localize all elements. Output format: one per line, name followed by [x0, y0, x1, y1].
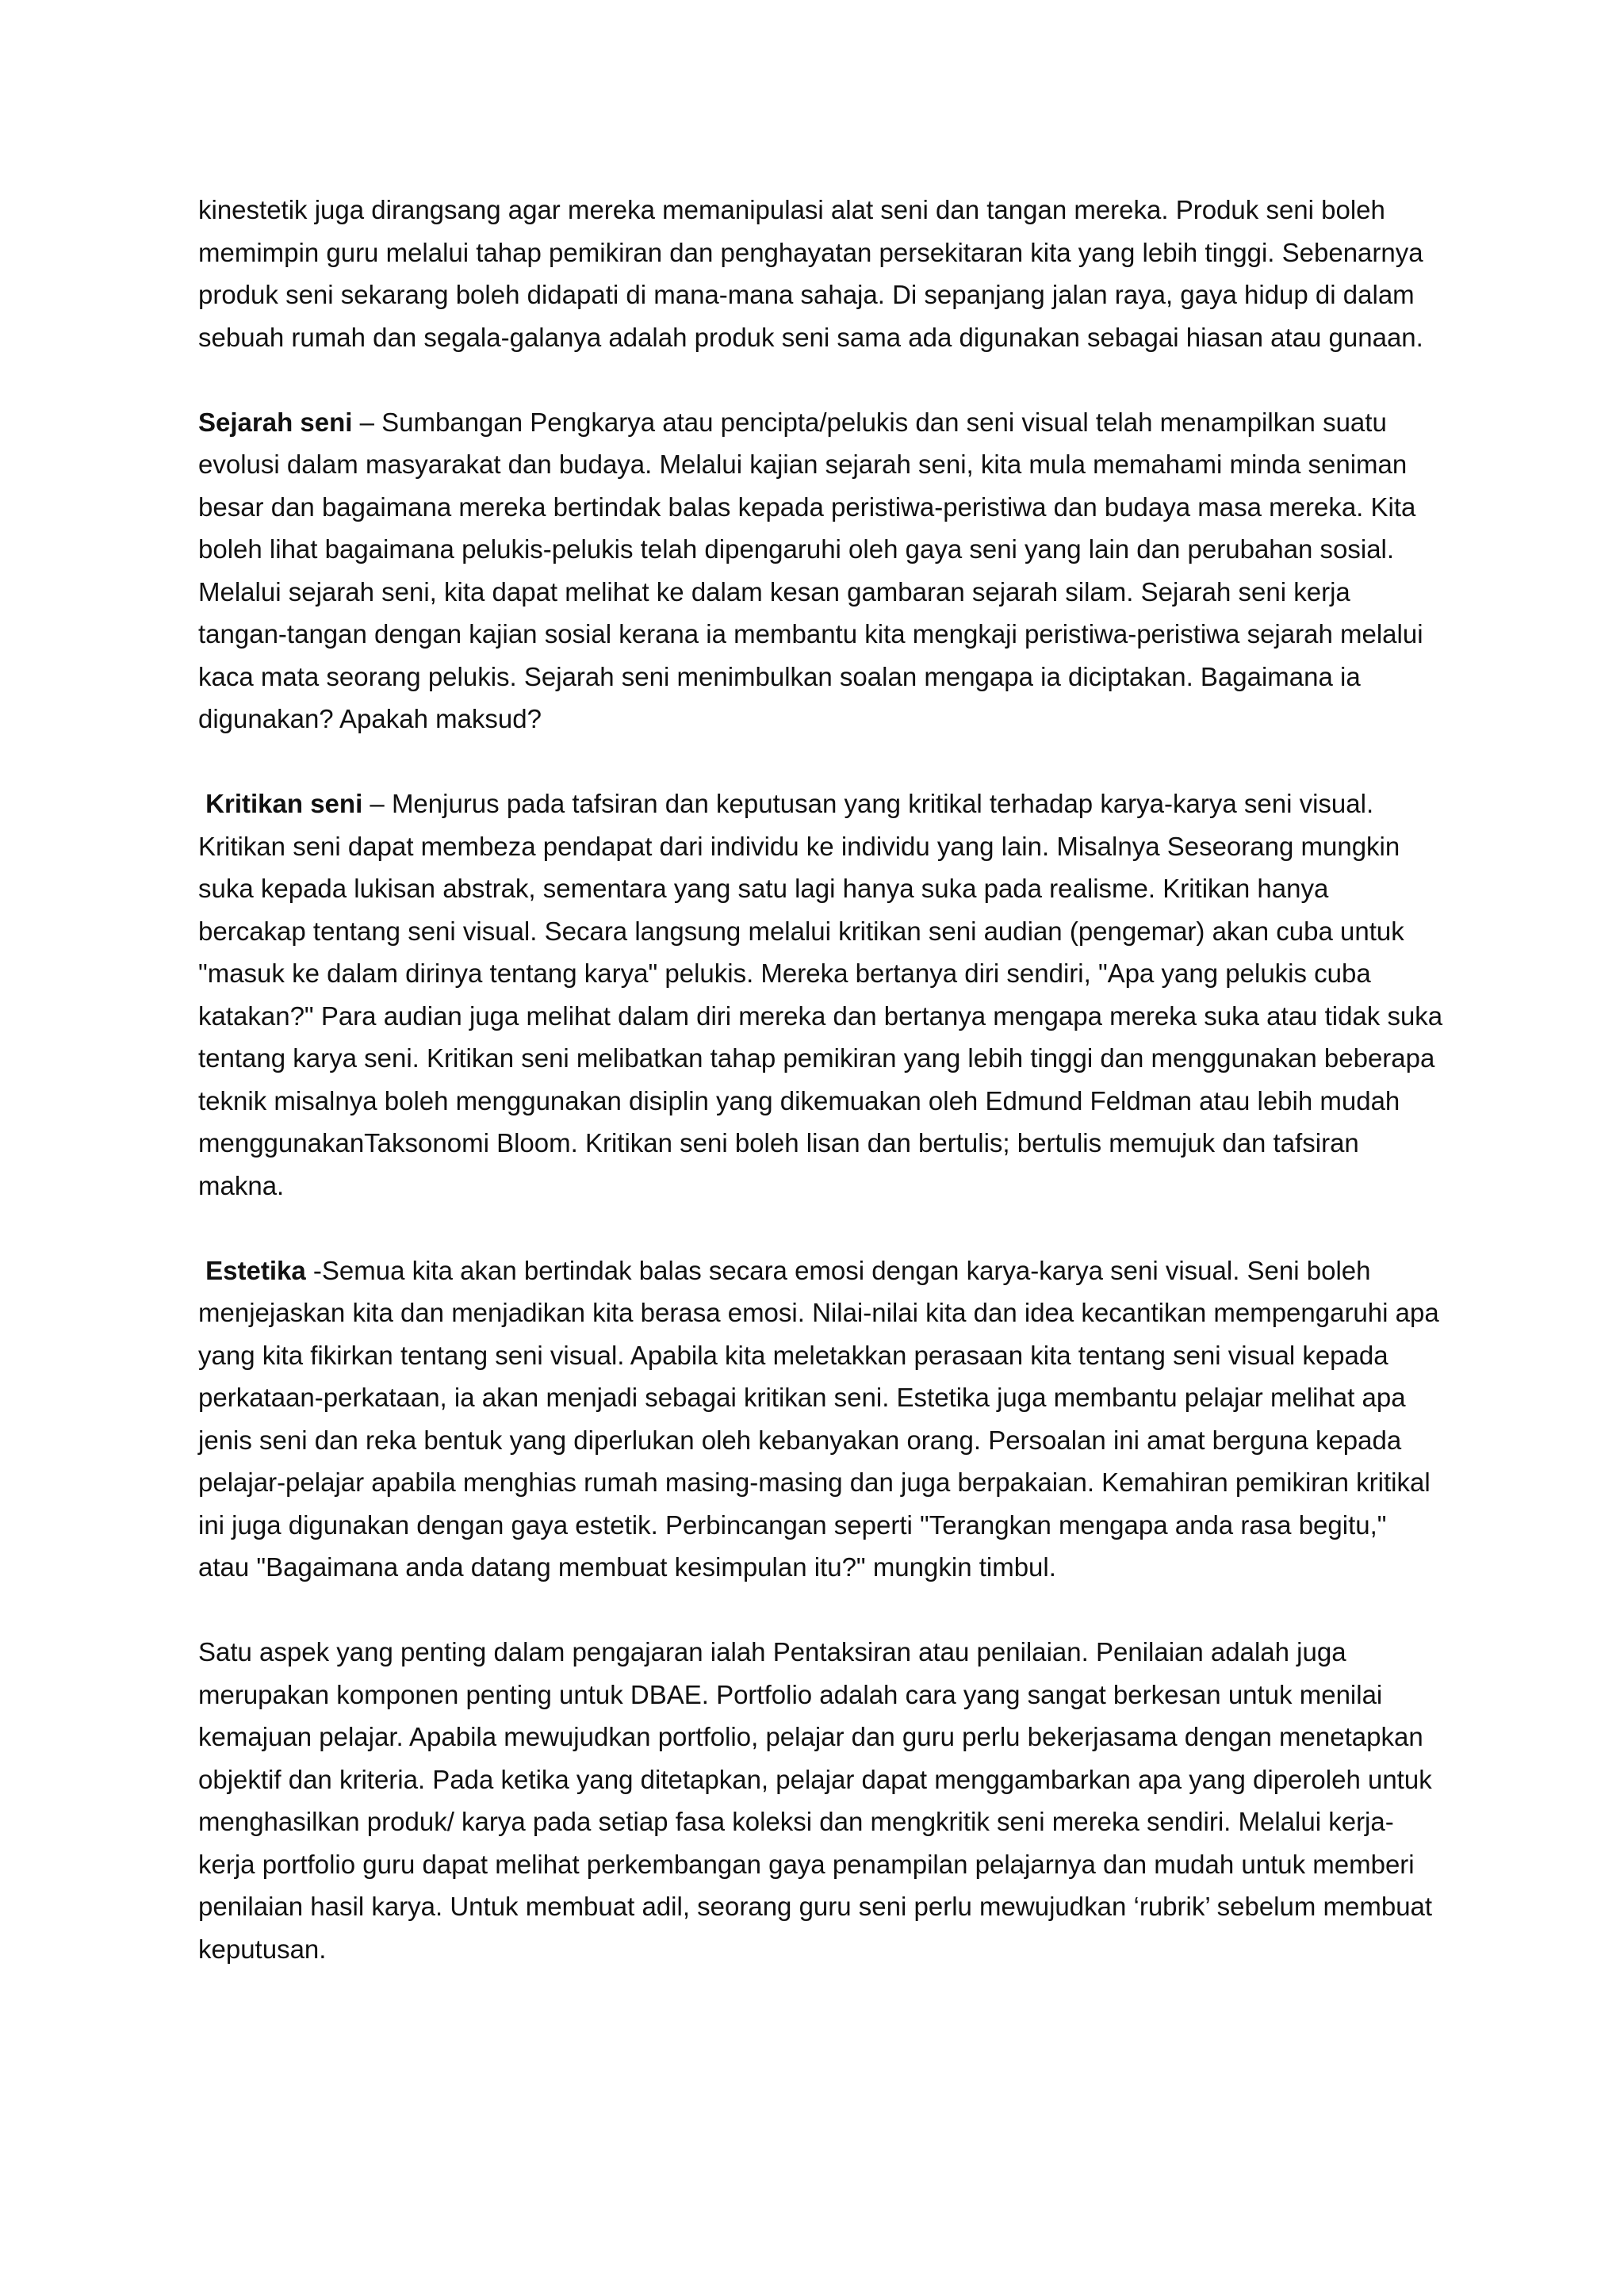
section-heading-kritikan-seni: Kritikan seni — [205, 789, 363, 818]
paragraph-sejarah-seni — [198, 401, 1443, 740]
paragraph-text: -Semua kita akan bertindak balas secara emosi dengan karya-karya seni visual. Seni boleh menjejaskan kita dan menjadikan kita berasa emosi. Nilai-nilai kita dan idea kecantikan mempengaruhi apa yang kita fikirkan tentang seni visual. Apabila kita meletakkan perasaan kita tentang seni visual kepada perkataan-perkataan, ia akan menjadi sebagai kritikan seni. Estetika juga membantu pelajar melihat apa jenis seni dan reka bentuk yang diperlukan oleh kebanyakan orang. Persoalan ini amat berguna kepada pelajar-pelajar apabila menghias rumah masing-masing dan juga berpakaian. Kemahiran pemikiran kritikal ini juga digunakan dengan gaya estetik. Perbincangan seperti "Terangkan mengapa anda rasa begitu," atau "Bagaimana anda datang membuat kesimpulan itu?" mungkin timbul. — [198, 1255, 1439, 1582]
paragraph-produk-seni — [198, 189, 1443, 358]
paragraph-estetika — [198, 1249, 1443, 1589]
paragraph-text: kinestetik juga dirangsang agar mereka memanipulasi alat seni dan tangan mereka. Produk seni boleh memimpin guru melalui tahap pemikiran dan penghayatan persekitaran kita yang lebih tinggi. Sebenarnya produk seni sekarang boleh didapati di mana-mana sahaja. Di sepanjang jalan raya, gaya hidup di dalam sebuah rumah dan segala-galanya adalah produk seni sama ada digunakan sebagai hiasan atau gunaan. — [198, 195, 1423, 352]
paragraph-text: – Menjurus pada tafsiran dan keputusan yang kritikal terhadap karya-karya seni visual. Kritikan seni dapat membeza pendapat dari individu ke individu yang lain. Misalnya Seseorang mungkin suka kepada lukisan abstrak, sementara yang satu lagi hanya suka pada realisme. Kritikan hanya bercakap tentang seni visual. Secara langsung melalui kritikan seni audian (pengemar) akan cuba untuk "masuk ke dalam dirinya tentang karya" pelukis. Mereka bertanya diri sendiri, "Apa yang pelukis cuba katakan?" Para audian juga melihat dalam diri mereka dan bertanya mengapa mereka suka atau tidak suka tentang karya seni. Kritikan seni melibatkan tahap pemikiran yang lebih tinggi dan menggunakan beberapa teknik misalnya boleh menggunakan disiplin yang dikemuakan oleh Edmund Feldman atau lebih mudah menggunakanTaksonomi Bloom. Kritikan seni boleh lisan dan bertulis; bertulis memujuk dan tafsiran makna. — [198, 789, 1443, 1200]
document-page — [198, 189, 1443, 2013]
paragraph-text: Satu aspek yang penting dalam pengajaran ialah Pentaksiran atau penilaian. Penilaian adalah juga merupakan komponen penting untuk DBAE. Portfolio adalah cara yang sangat berkesan untuk menilai kemajuan pelajar. Apabila mewujudkan portfolio, pelajar dan guru perlu bekerjasama dengan menetapkan objektif dan kriteria. Pada ketika yang ditetapkan, pelajar dapat menggambarkan apa yang diperoleh untuk menghasilkan produk/ karya pada setiap fasa koleksi dan mengkritik seni mereka sendiri. Melalui kerja-kerja portfolio guru dapat melihat perkembangan gaya penampilan pelajarnya dan mudah untuk memberi penilaian hasil karya. Untuk membuat adil, seorang guru seni perlu mewujudkan ‘rubrik’ sebelum membuat keputusan. — [198, 1637, 1433, 1964]
paragraph-pentaksiran — [198, 1631, 1443, 1970]
paragraph-kritikan-seni — [198, 783, 1443, 1207]
section-heading-sejarah-seni: Sejarah seni — [198, 407, 353, 437]
paragraph-text: – Sumbangan Pengkarya atau pencipta/pelukis dan seni visual telah menampilkan suatu evolusi dalam masyarakat dan budaya. Melalui kajian sejarah seni, kita mula memahami minda seniman besar dan bagaimana mereka bertindak balas kepada peristiwa-peristiwa dan budaya masa mereka. Kita boleh lihat bagaimana pelukis-pelukis telah dipengaruhi oleh gaya seni yang lain dan perubahan sosial. Melalui sejarah seni, kita dapat melihat ke dalam kesan gambaran sejarah silam. Sejarah seni kerja tangan-tangan dengan kajian sosial kerana ia membantu kita mengkaji peristiwa-peristiwa sejarah melalui kaca mata seorang pelukis. Sejarah seni menimbulkan soalan mengapa ia diciptakan. Bagaimana ia digunakan? Apakah maksud? — [198, 407, 1423, 733]
section-heading-estetika: Estetika — [205, 1255, 306, 1285]
